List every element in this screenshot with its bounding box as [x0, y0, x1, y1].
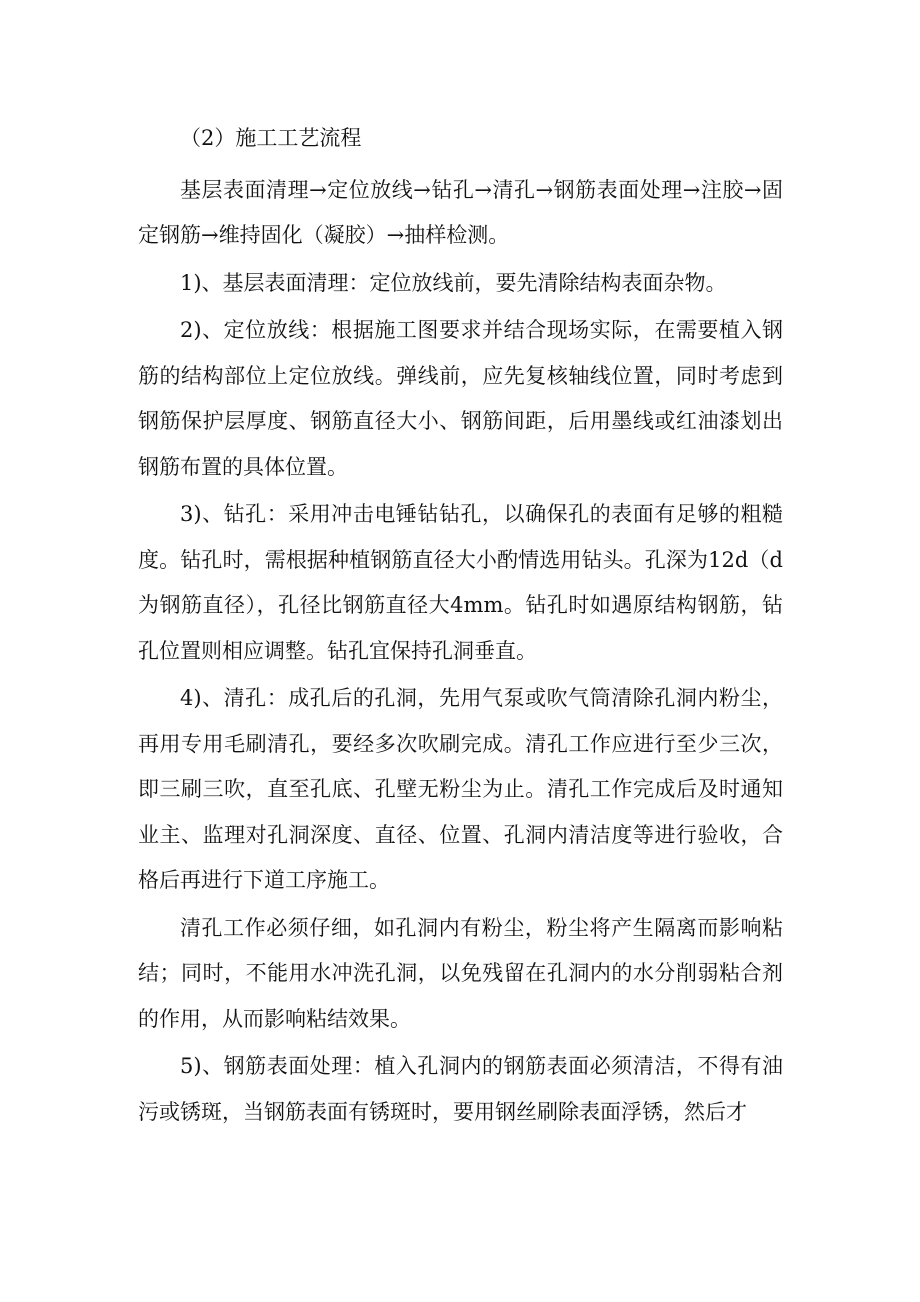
paragraph-step-4: 4)、清孔：成孔后的孔洞，先用气泵或吹气筒清除孔洞内粉尘，再用专用毛刷清孔，要经多次吹刷完成。清孔工作应进行至少三次，即三刷三吹，直至孔底、孔壁无粉尘为止。清孔工作完成后及时通知业主、监理对孔洞深度、直径、位置、孔洞内清洁度等进行验收，合格后再进行下道工序施工。 [138, 686, 783, 892]
document-body [138, 116, 783, 1135]
paragraph-step-1: 1)、基层表面清理：定位放线前，要先清除结构表面杂物。 [180, 270, 727, 295]
paragraph-step-5: 5)、钢筋表面处理：植入孔洞内的钢筋表面必须清洁，不得有油污或锈斑，当钢筋表面有锈斑时，要用钢丝刷除表面浮锈，然后才 [138, 1054, 783, 1124]
paragraph-step-3: 3)、钻孔：采用冲击电锤钻钻孔，以确保孔的表面有足够的粗糙度。钻孔时，需根据种植钢筋直径大小酌情选用钻头。孔深为12d（d为钢筋直径），孔径比钢筋直径大4mm。钻孔时如遇原结构钢筋，钻孔位置则相应调整。钻孔宜保持孔洞垂直。 [138, 502, 783, 663]
section-heading: （2）施工工艺流程 [180, 126, 362, 150]
paragraph-process-flow: 基层表面清理→定位放线→钻孔→清孔→钢筋表面处理→注胶→固定钢筋→维持固化（凝胶）→抽样检测。 [138, 177, 783, 247]
paragraph-step-2: 2)、定位放线：根据施工图要求并结合现场实际，在需要植入钢筋的结构部位上定位放线。弹线前，应先复核轴线位置，同时考虑到钢筋保护层厚度、钢筋直径大小、钢筋间距，后用墨线或红油漆划出钢筋布置的具体位置。 [138, 318, 783, 479]
paragraph-step-4-note: 清孔工作必须仔细，如孔洞内有粉尘，粉尘将产生隔离而影响粘结；同时，不能用水冲洗孔洞，以免残留在孔洞内的水分削弱粘合剂的作用，从而影响粘结效果。 [138, 915, 783, 1031]
